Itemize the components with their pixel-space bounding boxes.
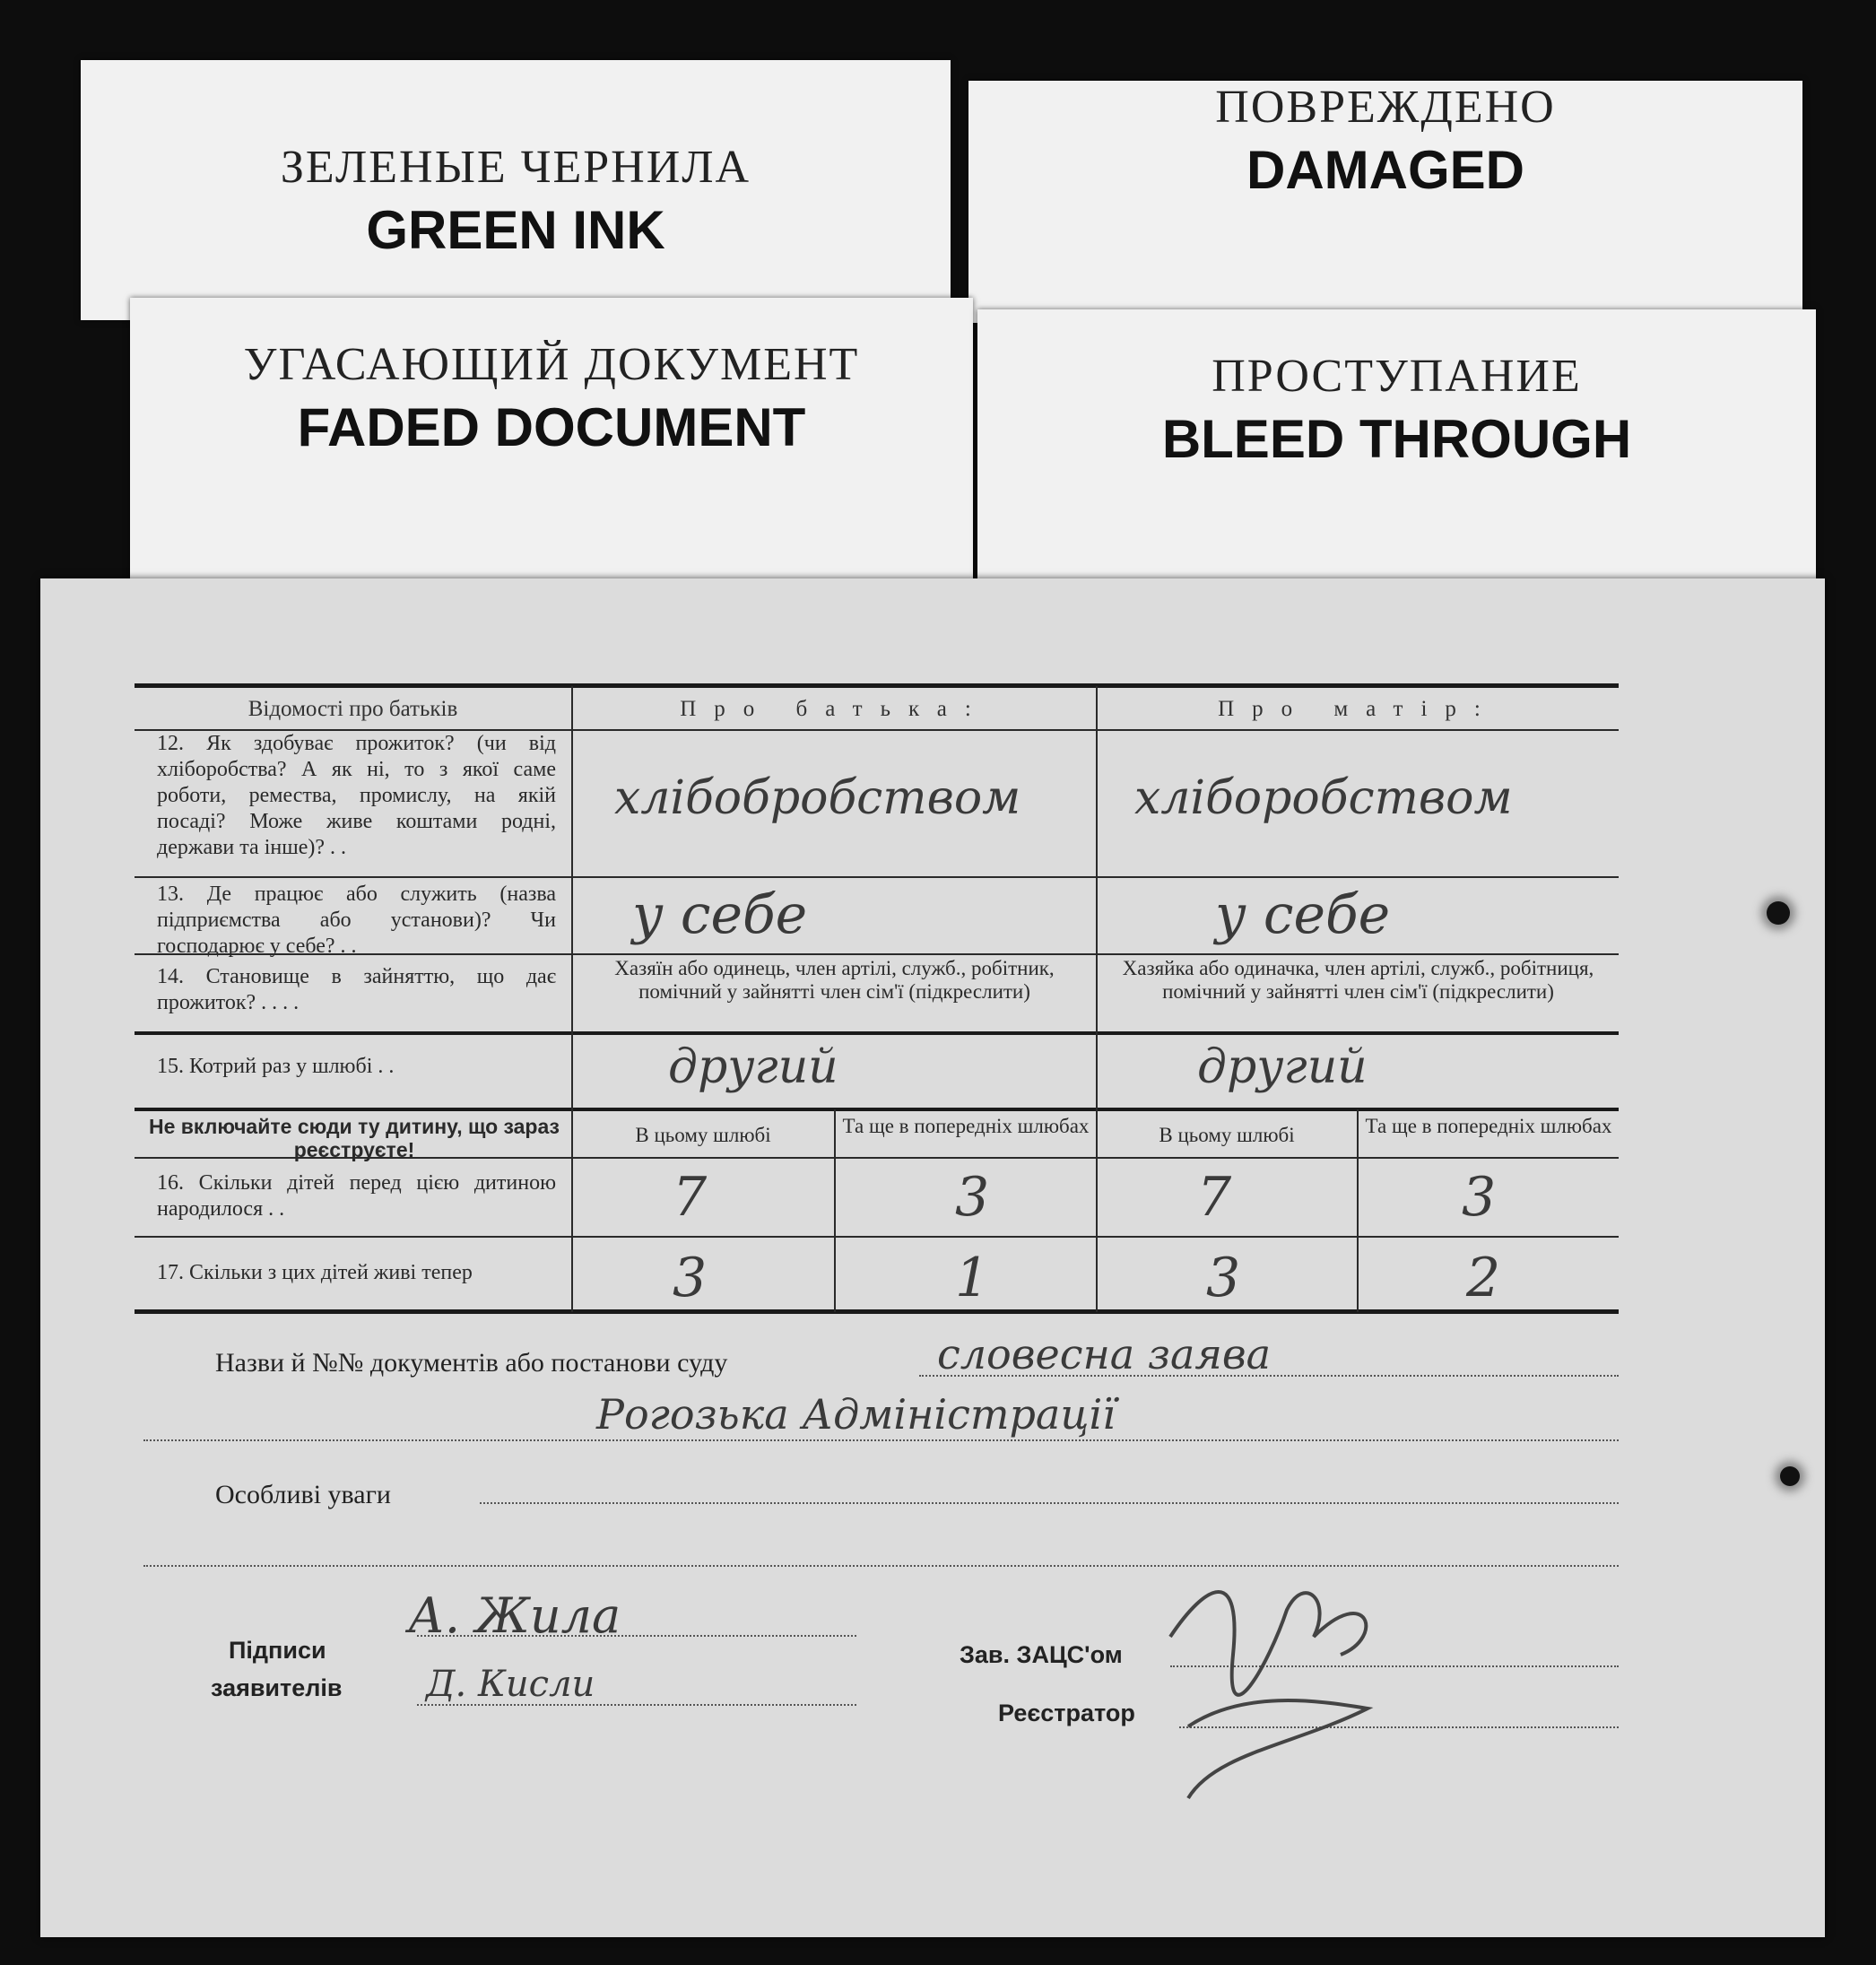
- handwritten-q12-mother: хліборобством: [1134, 771, 1513, 825]
- question-17: 17. Скільки з цих дітей живі тепер: [157, 1261, 473, 1284]
- q14-mother-options: Хазяйка або одиначка, член артілі, служб., робітниця, помічний у зайнятті член сім'ї (підкреслити): [1122, 957, 1594, 1003]
- col-divider: [1357, 1109, 1359, 1312]
- label-en: BLEED THROUGH: [1161, 409, 1632, 469]
- label-card-green-ink: [81, 60, 951, 320]
- handwritten-q16-mother-this: 7: [1197, 1166, 1232, 1229]
- col-divider: [571, 686, 573, 1312]
- row-rule: [135, 1031, 1619, 1035]
- subheader-father-prev: Та ще в попередніх шлюбах: [842, 1115, 1090, 1137]
- handwritten-q13-mother: у себе: [1215, 883, 1391, 946]
- handwritten-q17-father-this: 3: [673, 1247, 708, 1309]
- handwritten-q17-mother-prev: 2: [1466, 1247, 1501, 1309]
- header-father: Про батька:: [680, 697, 989, 721]
- signature-line-1: [417, 1635, 856, 1637]
- signature-applicant-1: А. Жила: [408, 1587, 621, 1644]
- handwritten-q15-father: другий: [668, 1040, 838, 1094]
- q14-father-options: Хазяїн або одинець, член артілі, служб., робітник, помічний у зайнятті член сім'ї (підкреслити): [614, 957, 1055, 1003]
- header-parents-info: Відомості про батьків: [248, 697, 458, 721]
- head-signature-scribble: [1134, 1529, 1439, 1834]
- remarks-label: Особливі уваги: [215, 1480, 391, 1509]
- handwritten-documents-2: Рогозька Адміністрації: [596, 1390, 1116, 1439]
- label-en: GREEN INK: [366, 200, 665, 260]
- head-label: Зав. ЗАЦС'ом: [960, 1641, 1123, 1668]
- table-top-rule: [135, 683, 1619, 688]
- label-ru: УГАСАЮЩИЙ ДОКУМЕНТ: [243, 339, 860, 390]
- subheader-mother-prev: Та ще в попередніх шлюбах: [1365, 1115, 1612, 1137]
- note-exclude-child: Не включайте сюди ту дитину, що зараз реєструєте!: [148, 1115, 560, 1161]
- punch-hole: [1780, 1466, 1800, 1486]
- label-en: DAMAGED: [1246, 140, 1524, 200]
- label-ru: ПРОСТУПАНИЕ: [1212, 351, 1582, 402]
- label-en: FADED DOCUMENT: [297, 397, 806, 457]
- signature-applicant-2: Д. Кисли: [426, 1664, 595, 1705]
- question-14: 14. Становище в зайняттю, що дає прожиток? . . . .: [157, 965, 556, 1014]
- handwritten-documents-1: словесна заява: [937, 1330, 1272, 1378]
- remarks-line: [480, 1502, 1619, 1504]
- row-rule: [135, 876, 1619, 878]
- col-divider: [1096, 686, 1098, 1312]
- label-card-bleed-through: [977, 309, 1816, 587]
- subheader-mother-this: В цьому шлюбі: [1159, 1124, 1295, 1146]
- handwritten-q15-mother: другий: [1197, 1040, 1368, 1094]
- punch-hole: [1767, 901, 1790, 925]
- question-16: 16. Скільки дітей перед цією дитиною народилося . .: [157, 1171, 556, 1221]
- question-13: 13. Де працює або служить (назва підприємства або установи)? Чи господарює у себе? . .: [157, 883, 556, 958]
- col-divider: [834, 1109, 836, 1312]
- signature-line-2: [417, 1704, 856, 1706]
- handwritten-q17-mother-this: 3: [1206, 1247, 1241, 1309]
- row-rule: [135, 1108, 1619, 1111]
- label-card-faded-document: [130, 298, 973, 585]
- subheader-father-this: В цьому шлюбі: [635, 1124, 771, 1146]
- handwritten-q17-father-prev: 1: [955, 1247, 990, 1309]
- handwritten-q16-father-this: 7: [673, 1166, 708, 1229]
- question-15: 15. Котрий раз у шлюбі . .: [157, 1055, 395, 1078]
- signatures-label-2: заявителів: [211, 1674, 343, 1701]
- table-bottom-rule: [135, 1309, 1619, 1314]
- registration-form-sheet: [40, 578, 1825, 1937]
- signatures-label: Підписи: [229, 1637, 326, 1664]
- handwritten-q13-father: у себе: [632, 883, 808, 946]
- documents-line-2: [143, 1439, 1619, 1441]
- row-rule: [135, 1236, 1619, 1238]
- label-ru: ЗЕЛЕНЫЕ ЧЕРНИЛА: [280, 142, 751, 193]
- header-mother: Про матір:: [1218, 697, 1498, 721]
- label-ru: ПОВРЕЖДЕНО: [1215, 82, 1556, 133]
- documents-label: Назви й №№ документів або постанови суду: [215, 1348, 728, 1378]
- handwritten-q16-mother-prev: 3: [1462, 1166, 1497, 1229]
- handwritten-q12-father: хлібобробством: [614, 771, 1021, 825]
- question-12: 12. Як здобуває прожиток? (чи від хліборобства? А як ні, то з якої саме роботи, ремества, промислу, на якій посаді? Може живе коштами родні, держави та інше)? . .: [157, 732, 556, 859]
- handwritten-q16-father-prev: 3: [955, 1166, 990, 1229]
- label-card-damaged: [968, 81, 1802, 323]
- registrar-label: Реєстратор: [998, 1700, 1135, 1726]
